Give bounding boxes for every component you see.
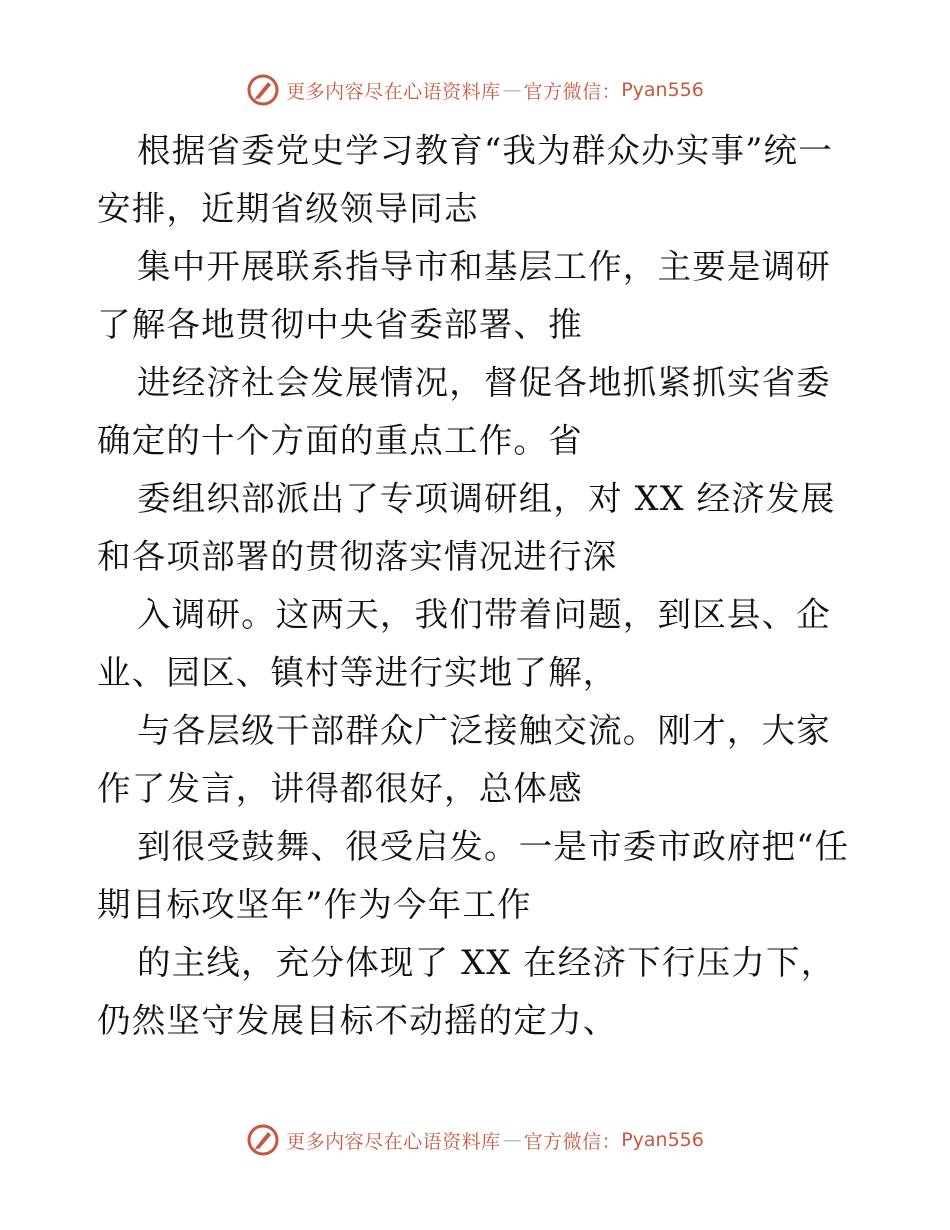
paragraph-6: 与各层级干部群众广泛接触交流。刚才，大家作了发言，讲得都很好，总体感 [97,711,831,808]
paragraph-4: 委组织部派出了专项调研组，对 XX 经济发展和各项部署的贯彻落实情况进行深 [97,479,836,576]
paragraph-7: 到很受鼓舞、很受启发。一是市委市政府把“任期目标攻坚年”作为今年工作 [97,827,850,924]
footer-watermark [0,1120,950,1160]
paragraph-1: 根据省委党史学习教育“我为群众办实事”统一安排，近期省级领导同志 [97,131,833,228]
paragraph-8: 的主线，充分体现了 XX 在经济下行压力下，仍然坚守发展目标不动摇的定力、 [97,943,836,1040]
quill-logo-icon [246,73,280,107]
watermark-site-text: 更多内容尽在心语资料库 [286,80,501,103]
watermark-separator: — [502,79,522,101]
watermark-contact-label: 官方微信： [523,80,622,103]
watermark-site-text: 更多内容尽在心语资料库 [286,1130,501,1153]
paragraph-3: 进经济社会发展情况，督促各地抓紧抓实省委确定的十个方面的重点工作。省 [97,363,831,460]
document-body [97,122,857,1050]
watermark-separator: — [502,1129,522,1151]
paragraph-5: 入调研。这两天，我们带着问题，到区县、企业、园区、镇村等进行实地了解， [97,595,831,692]
watermark-contact-label: 官方微信： [523,1130,622,1153]
header-watermark [0,70,950,110]
watermark-contact-id: Pyan556 [621,79,704,101]
paragraph-2: 集中开展联系指导市和基层工作，主要是调研了解各地贯彻中央省委部署、推 [97,247,831,344]
watermark-contact-id: Pyan556 [621,1129,704,1151]
quill-logo-icon [246,1123,280,1157]
